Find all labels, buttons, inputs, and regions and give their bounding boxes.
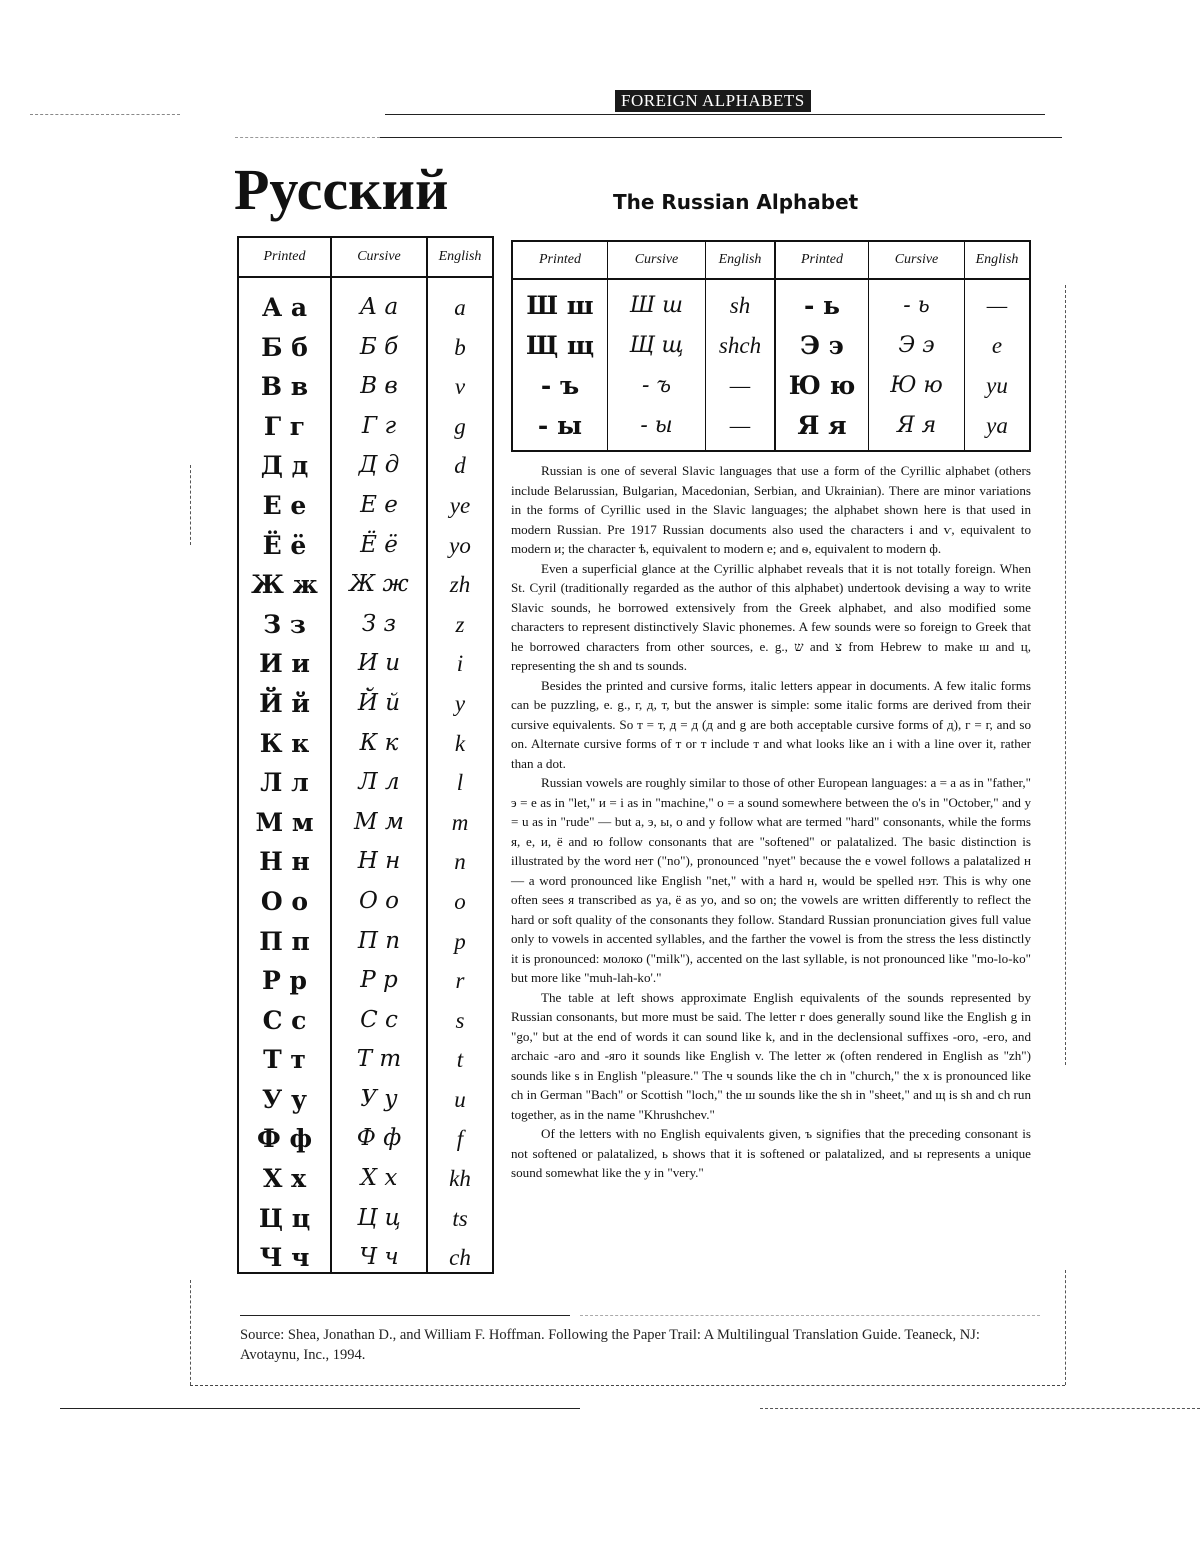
english-cell: z bbox=[455, 611, 465, 637]
english-cell: e bbox=[991, 333, 1003, 358]
paragraph: Russian vowels are roughly similar to those of other European languages: а = a as in "father," э = e as in "let," и = i as in "machine," о = a sound somewhere between the o's in "October," and у = u as in "rude" — but а, э, ы, о and у follow what are termed "hard" consonants, while the forms я, е, и, ё and ю follow consonants that are "softened" or palatalized. The basic distinction is illustrated by the word нет ("no"), pronounced "nyet" because the е vowel follows a palatalized н — a word pronounced like English "net," with a hard н, would be spelled нэт. This is why one often sees я transcribed as ya, ё as yo, and so on; the vowels are written differently to reflect the hard or soft quality of the consonants they follow. Standard Russian pronunciation gives full value only to vowels in accented syllables, and the farther the vowel is from the stress the less distinctly it is pronounced: молоко ("milk"), accented on the last syllable, is not pronounced like "mo-lo-ko" but more like "muh-lah-ko'." bbox=[511, 775, 1031, 985]
printed-cell: И и bbox=[259, 649, 310, 679]
english-cell: — bbox=[986, 293, 1008, 318]
column-header-cursive: Cursive bbox=[869, 242, 965, 278]
english-cell: k bbox=[454, 730, 466, 756]
article-body bbox=[511, 461, 1031, 1183]
cursive-cell: Х х bbox=[360, 1165, 398, 1192]
cursive-cell: А а bbox=[359, 294, 399, 320]
printed-cell: Э э bbox=[800, 331, 844, 360]
left-margin-mark bbox=[190, 465, 191, 545]
english-cell: ts bbox=[452, 1205, 468, 1231]
english-cell: n bbox=[454, 849, 466, 875]
alphabet-table-supplement bbox=[511, 240, 1031, 452]
printed-cell: В в bbox=[260, 372, 309, 402]
english-cell: yo bbox=[449, 532, 471, 558]
cursive-cell: П п bbox=[357, 927, 401, 954]
printed-cell: Щ щ bbox=[525, 331, 595, 360]
english-cell: l bbox=[456, 770, 464, 796]
printed-cell: Х х bbox=[262, 1164, 306, 1194]
column-header-cursive: Cursive bbox=[332, 238, 428, 276]
cursive-cell: И и bbox=[357, 650, 401, 677]
source-top-rule bbox=[240, 1315, 570, 1316]
cursive-cell: М м bbox=[354, 808, 404, 835]
printed-cell: Ч ч bbox=[259, 1243, 310, 1273]
page-title: Русский bbox=[234, 157, 449, 222]
english-cell: sh bbox=[729, 293, 751, 318]
english-cell: b bbox=[454, 334, 466, 360]
cursive-cell: Й й bbox=[357, 689, 401, 716]
printed-cell: Ё ё bbox=[262, 530, 307, 560]
cursive-cell: Д д bbox=[358, 452, 400, 479]
column-header-english: English bbox=[438, 249, 482, 264]
english-cell: — bbox=[729, 413, 751, 438]
printed-cell: Ж ж bbox=[251, 570, 318, 600]
section-header-tag: FOREIGN ALPHABETS bbox=[615, 90, 811, 112]
printed-cell: Б б bbox=[261, 332, 308, 362]
english-cell: i bbox=[456, 651, 464, 677]
column-header-english: English bbox=[975, 252, 1019, 267]
paragraph: Even a superficial glance at the Cyrillic alphabet reveals that it is not totally foreign. When St. Cyril (traditionally regarded as the author of this alphabet) undertook devising a way to write Slavic sounds, he borrowed extensively from the Greek alphabet, and also modified some characters to represent distinctively Slavic phonemes. A few sounds were so foreign to Greek that he borrowed characters from other sources, e. g., ש and צ from Hebrew to make ш and ц, representing the sh and ts sounds. bbox=[511, 560, 1032, 673]
printed-cell: У у bbox=[262, 1084, 307, 1114]
cursive-cell: - ъ bbox=[641, 373, 672, 398]
printed-cell: З з bbox=[263, 609, 306, 639]
box-bottom-rule bbox=[190, 1385, 1065, 1386]
column-header-english: English bbox=[706, 242, 776, 278]
english-cell: r bbox=[455, 968, 465, 994]
source-top-dashes bbox=[580, 1315, 1040, 1316]
english-column bbox=[965, 280, 1029, 450]
english-cell: a bbox=[454, 295, 466, 320]
cursive-cell: У у bbox=[360, 1085, 398, 1112]
printed-column bbox=[239, 278, 332, 1272]
cursive-cell: Л л bbox=[358, 769, 400, 796]
source-citation: Source: Shea, Jonathan D., and William F. Hoffman. Following the Paper Trail: A Multilingual Translation Guide. Teaneck, NJ: Avotaynu, Inc., 1994. bbox=[240, 1327, 980, 1363]
cursive-cell: С с bbox=[360, 1006, 398, 1033]
printed-column bbox=[513, 280, 608, 450]
english-cell: m bbox=[451, 809, 469, 835]
printed-cell: А а bbox=[261, 293, 308, 322]
printed-cell: Д д bbox=[260, 451, 309, 481]
paragraph: The table at left shows approximate English equivalents of the sounds represented by Russian consonants, but more must be said. The letter г does generally sound like the English g in "go," but at the end of words it can sound like k, and in the declensional suffixes -ого, -его, and archaic -аго and -яго it sounds like English v. The letter ж (often rendered in English as "zh") sounds like s in English "pleasure." The ч sounds like the ch in "church," the х is pronounced like ch in German "Bach" or Scottish "loch," the ш sounds like the sh in "sheet," and щ is sh and ch run together, as in the name "Khrushchev." bbox=[511, 989, 1031, 1122]
table-header bbox=[239, 238, 492, 278]
cursive-cell: О о bbox=[358, 887, 399, 914]
column-header-cursive: Cursive bbox=[608, 242, 706, 278]
left-box-edge bbox=[190, 1280, 191, 1385]
english-cell: v bbox=[454, 374, 466, 400]
column-header-printed: Printed bbox=[776, 242, 869, 278]
english-cell: y bbox=[454, 690, 466, 716]
cursive-cell: Ф ф bbox=[356, 1125, 402, 1152]
cursive-cell: Э э bbox=[898, 333, 935, 358]
cursive-cell: К к bbox=[359, 729, 399, 756]
cursive-cell: Т т bbox=[356, 1046, 402, 1073]
printed-cell: М м bbox=[255, 807, 314, 837]
printed-cell: Ц ц bbox=[258, 1203, 311, 1233]
cursive-column bbox=[608, 280, 706, 450]
cursive-cell: Ю ю bbox=[890, 373, 943, 398]
english-cell: yu bbox=[986, 373, 1008, 398]
printed-cell: О о bbox=[260, 886, 309, 916]
printed-cell: П п bbox=[259, 926, 310, 956]
english-cell: t bbox=[456, 1047, 464, 1073]
printed-cell: Ф ф bbox=[257, 1124, 312, 1154]
english-cell: zh bbox=[449, 572, 471, 598]
english-cell: p bbox=[454, 928, 466, 954]
cursive-cell: - ы bbox=[640, 413, 673, 438]
printed-cell: Н н bbox=[259, 847, 310, 877]
english-cell: o bbox=[454, 888, 466, 914]
english-cell: — bbox=[729, 373, 751, 398]
cursive-cell: Е е bbox=[360, 491, 398, 518]
footer-rule bbox=[60, 1408, 580, 1409]
right-margin-mark bbox=[1065, 285, 1066, 1065]
column-header-printed: Printed bbox=[513, 242, 608, 278]
cursive-cell: Н н bbox=[357, 848, 401, 875]
cursive-column bbox=[869, 280, 965, 450]
english-cell: s bbox=[455, 1007, 465, 1033]
second-rule bbox=[380, 137, 1062, 138]
cursive-cell: З з bbox=[361, 610, 397, 637]
printed-cell: - ъ bbox=[540, 371, 580, 400]
cursive-cell: Ч ч bbox=[359, 1244, 399, 1271]
cursive-cell: Ё ё bbox=[360, 531, 398, 558]
english-cell: shch bbox=[718, 333, 762, 358]
english-column bbox=[706, 280, 776, 450]
english-cell: ya bbox=[986, 413, 1008, 438]
printed-cell: Ю ю bbox=[788, 371, 856, 400]
printed-cell: С с bbox=[262, 1005, 307, 1035]
cursive-cell: Р р bbox=[360, 967, 398, 994]
printed-cell: Я я bbox=[797, 411, 847, 440]
cursive-cell: Я я bbox=[896, 413, 937, 438]
english-cell: ch bbox=[449, 1245, 471, 1271]
english-cell: kh bbox=[449, 1166, 471, 1192]
printed-cell: Г г bbox=[263, 411, 306, 441]
paragraph: Of the letters with no English equivalents given, ъ signifies that the preceding consonant is not softened or palatalized, ь shows that it is softened or palatalized, and ы represents a unique sound somewhat like the y in "very." bbox=[511, 1126, 1031, 1180]
printed-column bbox=[776, 280, 869, 450]
printed-cell: - ь bbox=[803, 291, 841, 320]
cursive-cell: Г г bbox=[361, 412, 397, 439]
second-rule-dashes bbox=[235, 137, 380, 138]
english-cell: ye bbox=[449, 492, 471, 518]
printed-cell: Ш ш bbox=[526, 291, 594, 320]
printed-cell: Е е bbox=[262, 490, 307, 520]
printed-cell: Р р bbox=[262, 966, 307, 996]
cursive-cell: Ш ш bbox=[630, 293, 683, 318]
english-cell: g bbox=[454, 413, 466, 439]
english-column bbox=[428, 278, 492, 1272]
top-left-dashes bbox=[30, 114, 180, 115]
cursive-cell: Б б bbox=[359, 333, 399, 360]
cursive-cell: В в bbox=[360, 373, 398, 400]
english-cell: d bbox=[454, 453, 466, 479]
paragraph: Russian is one of several Slavic languages that use a form of the Cyrillic alphabet (others include Belarussian, Bulgarian, Macedonian, Serbian, and Ukrainian). There are minor variations in the forms of Cyrillic used in the Slavic languages; the alphabet shown here is that used in modern Russian. Pre 1917 Russian documents also used the characters і and ѵ, equivalent to modern и; the character ѣ, equivalent to modern е; and ѳ, equivalent to modern ф. bbox=[511, 463, 1031, 556]
cursive-cell: Щ щ bbox=[629, 333, 684, 358]
top-rule bbox=[385, 114, 1045, 115]
column-header-printed: Printed bbox=[239, 238, 332, 276]
alphabet-table-main bbox=[237, 236, 494, 1274]
printed-cell: - ы bbox=[537, 411, 583, 440]
right-box-edge bbox=[1065, 1270, 1066, 1385]
cursive-cell: - ь bbox=[903, 293, 930, 318]
table-header bbox=[513, 242, 1029, 280]
printed-cell: Й й bbox=[259, 688, 310, 718]
footer-rule-right bbox=[760, 1408, 1200, 1409]
english-cell: u bbox=[454, 1086, 466, 1112]
printed-cell: К к bbox=[259, 728, 310, 758]
paragraph: Besides the printed and cursive forms, italic letters appear in documents. A few italic forms can be puzzling, e. g., г, д, т, but the answer is simple: some italic forms are derived from their cursive equivalents. So т = т, д = д (д and g are both acceptable cursive forms of д), г = г, and so on. Alternate cursive forms of т or т include т and what looks like an i with a line over it, rather than a dot. bbox=[511, 677, 1031, 771]
printed-cell: Л л bbox=[260, 768, 309, 798]
cursive-cell: Ц ц bbox=[357, 1204, 401, 1231]
printed-cell: Т т bbox=[263, 1045, 306, 1075]
cursive-column bbox=[332, 278, 428, 1272]
english-cell: f bbox=[456, 1126, 464, 1152]
page-subtitle: The Russian Alphabet bbox=[613, 190, 859, 214]
cursive-cell: Ж ж bbox=[349, 571, 409, 598]
